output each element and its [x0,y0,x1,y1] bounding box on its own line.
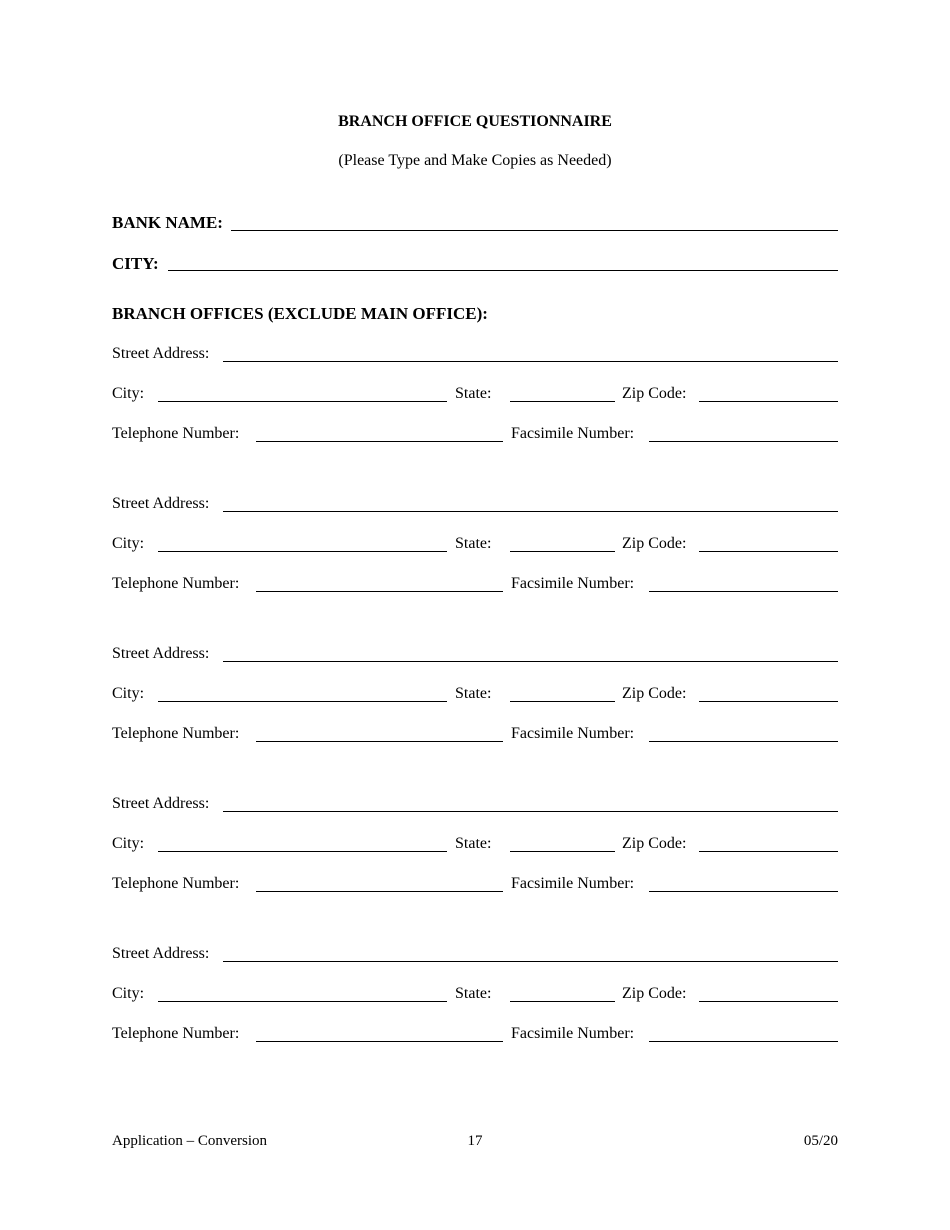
bank-name-label: BANK NAME: [112,213,223,232]
state-label: State: [455,835,492,852]
street-address-field[interactable] [223,661,838,662]
state-label: State: [455,385,492,402]
facsimile-label: Facsimile Number: [511,1025,635,1042]
telephone-field[interactable] [256,1041,503,1042]
street-address-label: Street Address: [112,345,210,362]
city-label: City: [112,685,145,702]
state-field[interactable] [510,551,615,552]
telephone-field[interactable] [256,741,503,742]
state-field[interactable] [510,1001,615,1002]
city-field[interactable] [158,401,447,402]
bank-name-field[interactable] [231,230,838,231]
page-title: BRANCH OFFICE QUESTIONNAIRE [338,113,612,130]
city-field[interactable] [158,1001,447,1002]
zip-code-label: Zip Code: [622,385,687,402]
state-field[interactable] [510,851,615,852]
street-address-field[interactable] [223,361,838,362]
city-label: City: [112,385,145,402]
city-field[interactable] [158,551,447,552]
street-address-label: Street Address: [112,645,210,662]
city-field[interactable] [158,851,447,852]
city-label: City: [112,535,145,552]
telephone-label: Telephone Number: [112,575,240,592]
telephone-field[interactable] [256,891,503,892]
bank-city-field[interactable] [168,270,838,271]
page-subtitle: (Please Type and Make Copies as Needed) [338,152,612,169]
facsimile-field[interactable] [649,891,838,892]
zip-code-field[interactable] [699,851,838,852]
facsimile-label: Facsimile Number: [511,725,635,742]
footer-page-number: 17 [467,1133,483,1149]
street-address-field[interactable] [223,961,838,962]
zip-code-label: Zip Code: [622,985,687,1002]
footer-revision-date: 05/20 [803,1133,838,1149]
branch-offices-heading: BRANCH OFFICES (EXCLUDE MAIN OFFICE): [112,304,488,323]
city-label: City: [112,985,145,1002]
zip-code-label: Zip Code: [622,535,687,552]
facsimile-label: Facsimile Number: [511,575,635,592]
street-address-field[interactable] [223,811,838,812]
zip-code-field[interactable] [699,1001,838,1002]
state-field[interactable] [510,401,615,402]
telephone-label: Telephone Number: [112,875,240,892]
facsimile-label: Facsimile Number: [511,875,635,892]
bank-city-label: CITY: [112,254,159,273]
telephone-field[interactable] [256,441,503,442]
zip-code-field[interactable] [699,701,838,702]
city-field[interactable] [158,701,447,702]
street-address-label: Street Address: [112,795,210,812]
street-address-label: Street Address: [112,945,210,962]
telephone-label: Telephone Number: [112,1025,240,1042]
telephone-label: Telephone Number: [112,725,240,742]
footer-document-name: Application – Conversion [112,1133,267,1149]
zip-code-label: Zip Code: [622,685,687,702]
zip-code-field[interactable] [699,551,838,552]
zip-code-label: Zip Code: [622,835,687,852]
facsimile-field[interactable] [649,591,838,592]
facsimile-field[interactable] [649,741,838,742]
state-field[interactable] [510,701,615,702]
telephone-label: Telephone Number: [112,425,240,442]
telephone-field[interactable] [256,591,503,592]
facsimile-field[interactable] [649,1041,838,1042]
state-label: State: [455,535,492,552]
facsimile-field[interactable] [649,441,838,442]
street-address-label: Street Address: [112,495,210,512]
state-label: State: [455,985,492,1002]
city-label: City: [112,835,145,852]
state-label: State: [455,685,492,702]
zip-code-field[interactable] [699,401,838,402]
street-address-field[interactable] [223,511,838,512]
facsimile-label: Facsimile Number: [511,425,635,442]
